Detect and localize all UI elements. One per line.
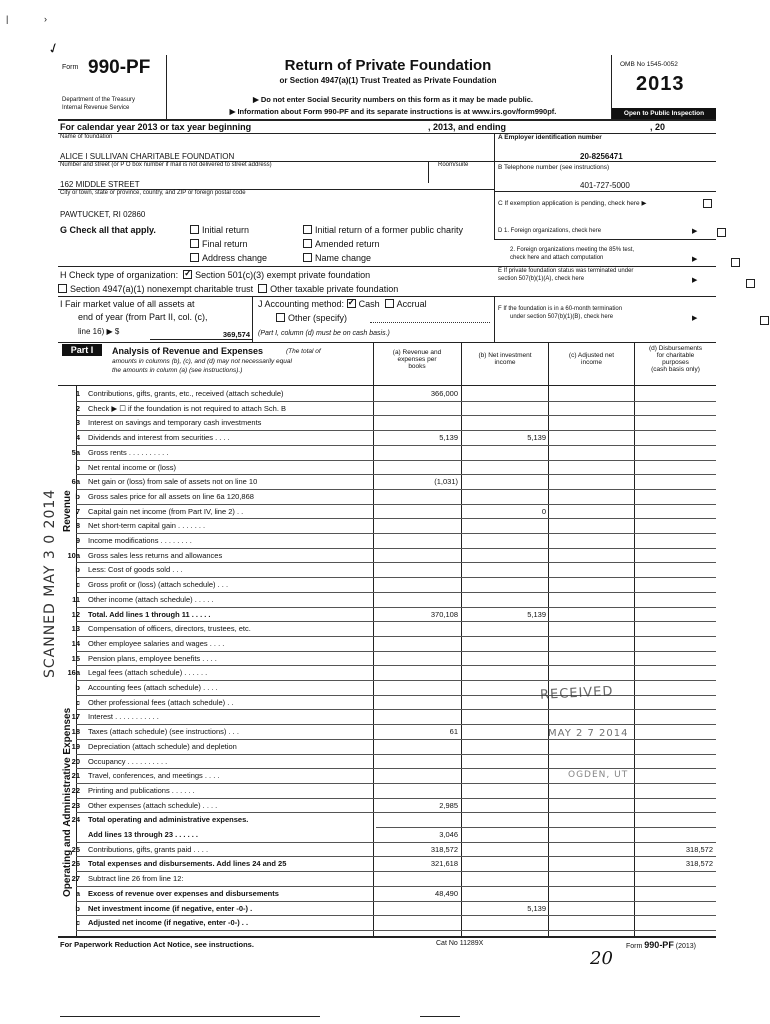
- amended-return-checkbox[interactable]: [303, 239, 312, 248]
- scan-mark: [420, 1016, 460, 1017]
- row-number: 5a: [71, 447, 80, 457]
- row-rule: [76, 607, 716, 608]
- row-label: Subtract line 26 from line 12:: [88, 874, 184, 884]
- col-a-value: 318,572: [430, 844, 458, 854]
- row-number: 10a: [67, 550, 80, 560]
- col-a-line: expenses per: [397, 356, 437, 363]
- j-other: [276, 313, 347, 323]
- other-taxable-label: Other taxable private foundation: [270, 284, 399, 294]
- footer-form-year: (2013): [675, 943, 696, 950]
- 501c3-checkbox[interactable]: [183, 270, 192, 279]
- row-label: Other expenses (attach schedule) . . . .: [88, 800, 218, 810]
- ij-divider: [252, 296, 253, 342]
- row-number: b: [75, 903, 80, 913]
- form-prefix: Form: [62, 64, 79, 71]
- row-number: 27: [71, 874, 80, 884]
- col-d-value: 318,572: [685, 844, 713, 854]
- row-rule: [76, 460, 716, 461]
- g-label: G Check all that apply.: [60, 225, 156, 235]
- row-number: 7: [75, 506, 80, 516]
- row-label: Dividends and interest from securities . . . .: [88, 433, 230, 443]
- col-b-value: 5,139: [527, 609, 546, 619]
- row-label: Excess of revenue over expenses and disbursements: [88, 888, 279, 898]
- footer-form-prefix: Form: [626, 943, 643, 950]
- row-number: 12: [71, 609, 80, 619]
- col-b-value: 5,139: [527, 903, 546, 913]
- scan-mark: ›: [44, 14, 47, 24]
- g-initial-return[interactable]: [190, 225, 249, 235]
- row-rule: [76, 562, 716, 563]
- initial-return-checkbox[interactable]: [190, 225, 199, 234]
- d2-label: 2. Foreign organizations meeting the 85% test,: [510, 247, 635, 253]
- f-label-2: under section 507(b)(1)(B), check here: [510, 314, 614, 320]
- g-amended-return[interactable]: [303, 239, 380, 249]
- other-method-label: Other (specify): [288, 313, 348, 323]
- row-label: Gross rents . . . . . . . . . .: [88, 447, 169, 457]
- row-label: Total. Add lines 1 through 11 . . . . .: [88, 609, 211, 619]
- row-number: c: [75, 918, 80, 928]
- row-rule: [76, 930, 716, 931]
- i-label: I Fair market value of all assets at: [60, 299, 195, 309]
- cash-checkbox[interactable]: [347, 299, 356, 308]
- part-title: Analysis of Revenue and Expenses: [112, 346, 264, 356]
- received-date-stamp: MAY 2 7 2014: [548, 728, 629, 739]
- j-label: J Accounting method:: [258, 299, 345, 309]
- row-rule: [76, 886, 716, 887]
- rule: [58, 936, 716, 938]
- rule: [494, 161, 716, 162]
- amended-return-label: Amended return: [315, 239, 380, 249]
- footer-form: [626, 940, 696, 950]
- row-rule: [76, 548, 716, 549]
- 501c3-label: Section 501(c)(3) exempt private foundation: [195, 270, 371, 280]
- row-rule: [76, 842, 716, 843]
- g-final-return[interactable]: [190, 239, 248, 249]
- row-number: 16a: [67, 668, 80, 678]
- rule: [494, 191, 716, 192]
- row-rule: [76, 430, 716, 431]
- row-number: 25: [71, 844, 80, 854]
- part-desc: (The total of: [286, 348, 321, 355]
- foundation-name: ALICE I SULLIVAN CHARITABLE FOUNDATION: [60, 152, 235, 161]
- initial-former-label: Initial return of a former public charity: [315, 225, 464, 235]
- e-label: E If private foundation status was terminated under: [498, 268, 634, 274]
- row-rule: [76, 695, 716, 696]
- h-row: [60, 270, 370, 280]
- col-d-header: [635, 345, 716, 373]
- col-a-value: 2,985: [439, 800, 458, 810]
- row-label: Less: Cost of goods sold . . .: [88, 565, 183, 575]
- g-address-change[interactable]: [190, 253, 267, 263]
- row-rule: [76, 871, 716, 872]
- foreign-85-checkbox[interactable]: [731, 258, 740, 267]
- row-rule: [76, 401, 716, 402]
- row-number: 13: [71, 624, 80, 634]
- row-rule: [76, 489, 716, 490]
- col-a-value: 5,139: [439, 433, 458, 443]
- row-number: b: [75, 462, 80, 472]
- ein-value: 20-8256471: [580, 152, 623, 161]
- name-change-label: Name change: [315, 253, 372, 263]
- row-label: Interest on savings and temporary cash investments: [88, 418, 262, 428]
- row-number: c: [75, 697, 80, 707]
- i-label-2: end of year (from Part II, col. (c),: [78, 312, 208, 322]
- row-rule: [76, 901, 716, 902]
- row-rule: [76, 651, 716, 652]
- street-address: 162 MIDDLE STREET: [60, 180, 140, 189]
- signature-check-icon: ✓: [45, 38, 62, 58]
- row-label: Net investment income (if negative, enter -0-) .: [88, 903, 253, 913]
- row-label: Contributions, gifts, grants paid . . . .: [88, 844, 209, 854]
- row-number: 18: [71, 727, 80, 737]
- row-number: 21: [71, 771, 80, 781]
- row-number: 24: [71, 815, 80, 825]
- info-notice: ▶ Information about Form 990-PF and its separate instructions is at www.irs.gov/form990pf.: [229, 107, 557, 116]
- col-a-value: 61: [449, 727, 458, 737]
- handwritten-page-number: 20: [590, 948, 613, 969]
- paperwork-notice: For Paperwork Reduction Act Notice, see instructions.: [60, 940, 254, 949]
- col-d-line: (cash basis only): [651, 366, 700, 373]
- entity-divider: [494, 133, 495, 239]
- row-label: Depreciation (attach schedule) and depletion: [88, 741, 237, 751]
- col-a-line: (a) Revenue and: [392, 349, 442, 356]
- irs-label: Internal Revenue Service: [62, 105, 130, 111]
- row-label: Check ▶ ☐ if the foundation is not required to attach Sch. B: [88, 403, 287, 413]
- tax-year: 2013: [636, 73, 685, 95]
- col-a-value: 321,618: [430, 859, 458, 869]
- col-a-left: [373, 342, 374, 936]
- row-label: Other professional fees (attach schedule) . .: [88, 697, 234, 707]
- col-b-left: [461, 342, 462, 936]
- row-rule: [76, 592, 716, 593]
- row-label: Legal fees (attach schedule) . . . . . .: [88, 668, 208, 678]
- d1-label: D 1. Foreign organizations, check here: [498, 228, 602, 234]
- 4947-label: Section 4947(a)(1) nonexempt charitable trust: [70, 284, 254, 294]
- footer-form-number: 990-PF: [644, 940, 674, 950]
- col-a-value: 366,000: [430, 389, 458, 398]
- col-d-line: purposes: [662, 359, 689, 366]
- name-label: Name of foundation: [60, 134, 113, 140]
- row-number: c: [75, 580, 80, 590]
- row-label: Gross sales price for all assets on line 6a 120,868: [88, 491, 254, 501]
- row-label: Gross sales less returns and allowances: [88, 550, 223, 560]
- row-rule: [76, 812, 716, 813]
- row-label: Interest . . . . . . . . . . .: [88, 712, 159, 722]
- rule: [58, 385, 716, 386]
- row-number: 15: [71, 653, 80, 663]
- room-label: Room/suite: [438, 162, 469, 168]
- 60-month-checkbox[interactable]: [760, 316, 769, 325]
- calendar-year-end: , 20: [650, 122, 666, 132]
- city-label: City or town, state or province, country, and ZIP or foreign postal code: [60, 190, 246, 196]
- exemption-pending-label: C If exemption application is pending, check here ▶: [498, 200, 647, 207]
- g-name-change[interactable]: [303, 253, 371, 263]
- row-label: Contributions, gifts, grants, etc., received (attach schedule): [88, 389, 284, 398]
- row-rule: [76, 856, 716, 857]
- accrual-label: Accrual: [396, 299, 427, 309]
- accrual-checkbox[interactable]: [385, 299, 394, 308]
- row-number: b: [75, 491, 80, 501]
- exemption-pending-checkbox[interactable]: [703, 199, 712, 208]
- ogden-stamp: OGDEN, UT: [568, 770, 629, 780]
- row-label: Net rental income or (loss): [88, 462, 176, 472]
- col-b-value: 5,139: [527, 433, 546, 443]
- row-rule: [76, 783, 716, 784]
- row-number: 1: [75, 389, 80, 398]
- calendar-year-mid: , 2013, and ending: [428, 122, 507, 132]
- row-number: 20: [71, 756, 80, 766]
- scanned-stamp: SCANNED MAY 3 0 2014: [42, 488, 58, 678]
- part-badge: Part I: [62, 344, 102, 356]
- col-d-line: (d) Disbursements: [648, 345, 703, 352]
- row-number: b: [75, 683, 80, 692]
- row-number: 4: [75, 433, 80, 443]
- f-arrow: ▶: [692, 315, 698, 322]
- final-return-checkbox[interactable]: [190, 239, 199, 248]
- row-rule: [76, 518, 716, 519]
- scan-mark: |: [6, 14, 9, 24]
- col-d-value: 318,572: [685, 859, 713, 869]
- e-label-2: section 507(b)(1)(A), check here: [498, 276, 585, 282]
- g-initial-former[interactable]: [303, 225, 463, 235]
- row-rule: [76, 621, 716, 622]
- row-rule: [376, 827, 716, 828]
- row-number: 6a: [71, 477, 80, 487]
- row-number: 9: [75, 536, 80, 545]
- row-rule: [76, 680, 716, 681]
- row-rule: [76, 445, 716, 446]
- i-label-3: line 16) ▶ $: [78, 327, 120, 336]
- address-change-checkbox[interactable]: [190, 253, 199, 262]
- row-rule: [76, 577, 716, 578]
- row-number: 2: [75, 403, 80, 413]
- phone-value: 401-727-5000: [580, 181, 630, 190]
- row-number: 11: [72, 594, 80, 604]
- row-number: 19: [71, 741, 80, 751]
- col-a-value: 48,490: [435, 888, 458, 898]
- h-row-2: [58, 284, 398, 294]
- j-note: (Part I, column (d) must be on cash basis.): [258, 330, 390, 337]
- row-label: Occupancy . . . . . . . . . .: [88, 756, 168, 766]
- part-desc-2: amounts in columns (b), (c), and (d) may not necessarily equal: [112, 358, 292, 365]
- open-inspection-badge: Open to Public Inspection: [612, 108, 716, 119]
- col-a-line: books: [408, 363, 426, 370]
- rule: [58, 133, 716, 134]
- col-c-left: [548, 342, 549, 936]
- col-b-line: (b) Net investment: [478, 352, 532, 359]
- col-c-line: (c) Adjusted net: [568, 352, 615, 359]
- ssn-notice: ▶ Do not enter Social Security numbers on this form as it may be made public.: [253, 95, 533, 104]
- final-return-label: Final return: [202, 239, 248, 249]
- row-label: Total operating and administrative expenses.: [88, 815, 249, 825]
- 4947-checkbox[interactable]: [58, 284, 67, 293]
- row-label: Net short-term capital gain . . . . . . .: [88, 521, 206, 531]
- form-number: 990-PF: [88, 57, 151, 78]
- row-number: 3: [75, 418, 80, 428]
- col-d-left: [634, 342, 635, 936]
- row-rule: [76, 665, 716, 666]
- row-label: Compensation of officers, directors, trustees, etc.: [88, 624, 251, 634]
- row-label: Travel, conferences, and meetings . . . .: [88, 771, 220, 781]
- row-label: Adjusted net income (if negative, enter -0-) . .: [88, 918, 249, 928]
- f-label: F If the foundation is in a 60-month termination: [498, 306, 623, 312]
- rule: [58, 296, 716, 297]
- scan-mark: [60, 1016, 320, 1017]
- row-rule: [76, 754, 716, 755]
- e-arrow: ▶: [692, 277, 698, 284]
- d2-label-2: check here and attach computation: [510, 255, 604, 261]
- row-label: Accounting fees (attach schedule) . . . .: [88, 683, 218, 692]
- rule: [58, 342, 716, 343]
- row-label: Other employee salaries and wages . . . .: [88, 638, 225, 648]
- col-d-line: for charitable: [656, 352, 695, 359]
- cat-number: Cat No 11289X: [436, 940, 484, 947]
- row-label: Printing and publications . . . . . .: [88, 785, 195, 795]
- col-a-value: (1,031): [434, 477, 458, 487]
- d2-arrow: ▶: [692, 256, 698, 263]
- side-label-revenue: Revenue: [62, 490, 73, 532]
- row-number: 26: [71, 859, 80, 869]
- h-label: H Check type of organization:: [60, 270, 179, 280]
- row-rule: [76, 724, 716, 725]
- row-rule: [76, 474, 716, 475]
- other-taxable-checkbox[interactable]: [258, 284, 267, 293]
- rule: [150, 339, 252, 340]
- received-stamp: RECEIVED: [539, 684, 614, 703]
- col-a-value: 370,108: [430, 609, 458, 619]
- row-number: 14: [71, 638, 80, 648]
- row-label: Net gain or (loss) from sale of assets not on line 10: [88, 477, 258, 487]
- side-label-expenses: Operating and Administrative Expenses: [62, 707, 73, 897]
- row-rule: [76, 915, 716, 916]
- row-number: 22: [71, 785, 80, 795]
- dept-label: Department of the Treasury: [62, 97, 136, 103]
- street-label: Number and street (or P O box number if mail is not delivered to street address): [60, 162, 272, 168]
- row-number: a: [75, 888, 80, 898]
- j-row: [258, 299, 427, 309]
- row-label: Add lines 13 through 23 . . . . . .: [88, 830, 199, 839]
- initial-return-label: Initial return: [202, 225, 250, 235]
- col-a-header: [374, 349, 460, 370]
- row-label: Pension plans, employee benefits . . . .: [88, 653, 217, 663]
- cash-label: Cash: [358, 299, 380, 309]
- col-b-line: income: [494, 359, 516, 366]
- row-rule: [76, 636, 716, 637]
- col-b-value: 0: [541, 506, 546, 516]
- initial-former-checkbox[interactable]: [303, 225, 312, 234]
- col-c-line: income: [581, 359, 602, 366]
- row-rule: [76, 709, 716, 710]
- calendar-year-label: For calendar year 2013 or tax year beginning: [60, 122, 252, 132]
- jf-divider: [494, 296, 495, 342]
- rule: [494, 239, 716, 240]
- row-label: Other income (attach schedule) . . . . .: [88, 594, 214, 604]
- room-divider: [428, 161, 429, 183]
- other-method-checkbox[interactable]: [276, 313, 285, 322]
- ein-label: A Employer identification number: [498, 134, 602, 141]
- col-c-header: [549, 352, 634, 366]
- row-number: b: [75, 565, 80, 575]
- row-rule: [76, 504, 716, 505]
- row-label: Total expenses and disbursements. Add lines 24 and 25: [88, 859, 287, 869]
- phone-label: B Telephone number (see instructions): [498, 164, 610, 171]
- form-title: Return of Private Foundation: [284, 57, 492, 74]
- row-number: 23: [71, 800, 80, 810]
- row-rule: [76, 798, 716, 799]
- col-a-value: 3,046: [439, 830, 458, 839]
- row-label: Gross profit or (loss) (attach schedule) . . .: [88, 580, 229, 590]
- row-rule: [76, 415, 716, 416]
- row-number: 8: [75, 521, 80, 531]
- foreign-org-checkbox[interactable]: [717, 228, 726, 237]
- form-subtitle: or Section 4947(a)(1) Trust Treated as Private Foundation: [279, 76, 497, 85]
- row-rule: [76, 533, 716, 534]
- row-label: Capital gain net income (from Part IV, line 2) . .: [88, 506, 244, 516]
- address-change-label: Address change: [202, 253, 268, 263]
- city-state-zip: PAWTUCKET, RI 02860: [60, 210, 146, 219]
- omb-number: OMB No 1545-0052: [620, 61, 678, 68]
- fmv-assets: 369,574: [222, 330, 250, 339]
- d1-arrow: ▶: [692, 228, 698, 235]
- other-specify-line: [370, 322, 490, 323]
- row-label: Income modifications . . . . . . . .: [88, 536, 192, 545]
- col-b-header: [462, 352, 548, 366]
- rule: [58, 266, 716, 267]
- terminated-checkbox[interactable]: [746, 279, 755, 288]
- header-rule: [58, 119, 716, 121]
- part-desc-3: the amounts in column (a) (see instructions).): [112, 367, 243, 374]
- row-number: 17: [71, 712, 80, 722]
- row-label: Taxes (attach schedule) (see instructions) . . .: [88, 727, 239, 737]
- name-change-checkbox[interactable]: [303, 253, 312, 262]
